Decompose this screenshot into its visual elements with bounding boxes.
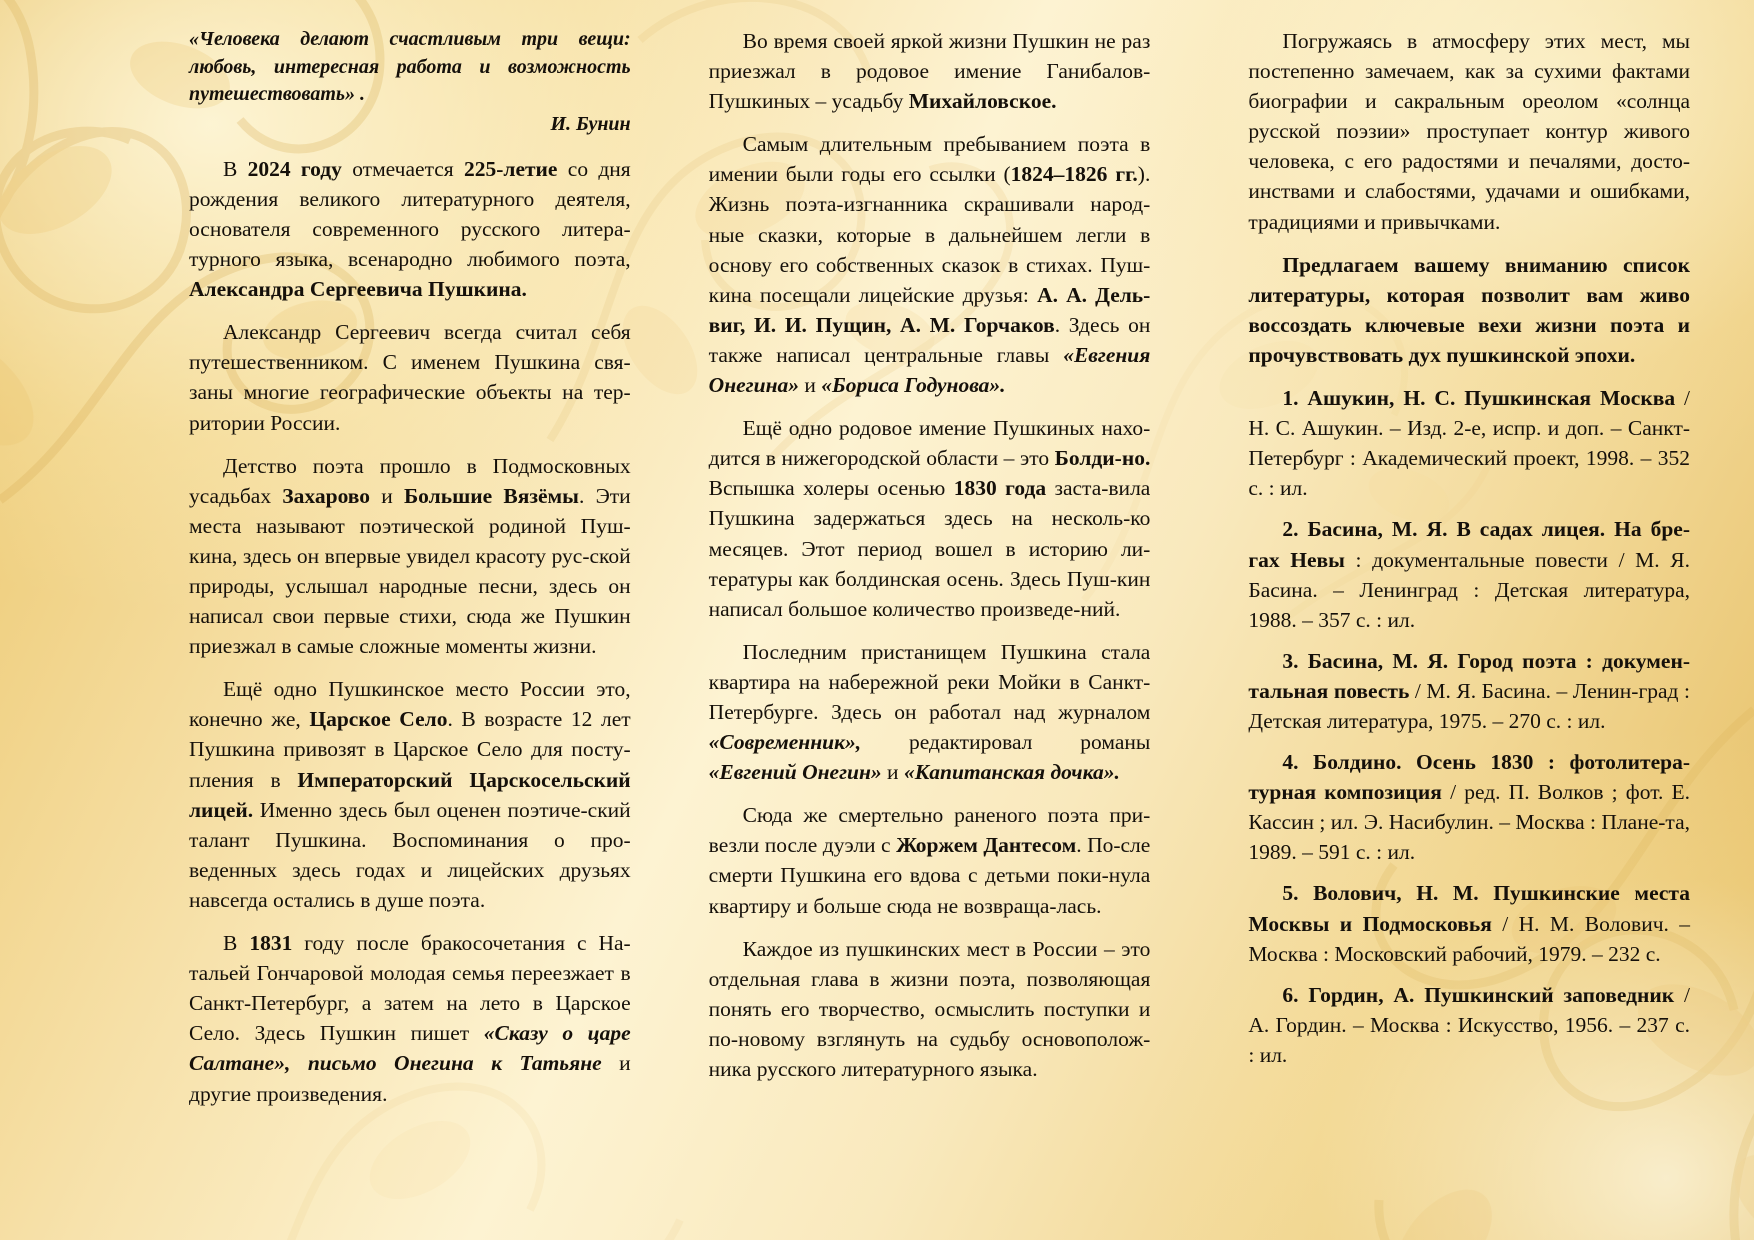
column-right — [1218, 26, 1710, 1222]
paragraph: В 1831 году после бракосочетания с На-тальей Гончаровой молодая семья переезжает в Санкт-Петербург, а затем на лето в Царское Село. Здесь Пушкин пишет «Сказу о царе Салтане», письмо Онегина к Татьяне и другие произведения. — [189, 931, 631, 1106]
paragraph: Погружаясь в атмосферу этих мест, мы постепенно замечаем, как за сухими фактами биографии и сакральным ореолом «солнца русской поэзии» проступает контур живого человека, с его радостями и печалями, досто-инствами и слабостями, удачами и ошибками, традициями и привычками. — [1248, 29, 1691, 234]
paragraph: Во время своей яркой жизни Пушкин не раз приезжал в родовое имение Ганибалов-Пушкиных – усадьбу Михайловское. — [708, 29, 1151, 114]
paragraph: Самым длительным пребыванием поэта в имении были годы его ссылки (1824–1826 гг.). Жизнь поэта-изгнанника скрашивали народ-ные сказки, которые в дальнейшем легли в основу его собственных сказок в стихах. Пуш-кина посещали лицейские друзья: А. А. Дель-виг, И. И. Пущин, А. М. Горчаков. Здесь он также написал центральные главы «Евгения Онегина» и «Бориса Годунова». — [708, 132, 1151, 398]
epigraph-text: «Человека делают счастливым три вещи: любовь, интересная работа и возможность путешествовать» . — [189, 28, 631, 106]
reference-item: 1. Ашукин, Н. С. Пушкинская Москва / Н. С. Ашукин. – Изд. 2-е, испр. и доп. – Санкт-Петербург : Академический проект, 1998. – 352 с. : ил. — [1248, 386, 1691, 501]
paragraph: Предлагаем вашему вниманию список литературы, которая позволит вам живо воссоздать ключевые вехи жизни поэта и прочувствовать дух пушкинской эпохи. — [1248, 252, 1691, 367]
reference-item: 5. Волович, Н. М. Пушкинские места Москвы и Подмосковья / Н. М. Волович. – Москва : Московский рабочий, 1979. – 232 с. — [1248, 881, 1691, 966]
paragraph: Сюда же смертельно раненого поэта при-везли после дуэли с Жоржем Дантесом. По-сле смерти Пушкина его вдова с детьми поки-нула квартиру и больше сюда не возвраща-лась. — [708, 803, 1151, 918]
reference-list — [1248, 383, 1690, 1070]
paragraph: Детство поэта прошло в Подмосковных усадьбах Захарово и Большие Вязёмы. Эти места называют поэтической родиной Пуш-кина, здесь он впервые увидел красоту рус-ской природы, услышал народные песни, здесь он написал свои первые стихи, сюда же Пушкин приезжал в самые сложные моменты жизни. — [189, 453, 631, 659]
reference-item: 3. Басина, М. Я. Город поэта : докумен-тальная повесть / М. Я. Басина. – Ленин-град : Детская литература, 1975. – 270 с. : ил. — [1248, 648, 1691, 733]
paragraph: В 2024 году отмечается 225-летие со дня рождения великого литературного деятеля, основателя современного русского литера-турного языка, всенародно любимого поэта, Александра Сергеевича Пушкина. — [189, 156, 631, 302]
paragraph: Ещё одно родовое имение Пушкиных нахо-дится в нижегородской области – это Болди-но. Вспышка холеры осенью 1830 года заста-вила Пушкина задержаться здесь на несколь-ко месяцев. Этот период вошел в историю ли-тературы как болдинская осень. Здесь Пуш-кин написал большое количество произведе-ний. — [708, 416, 1151, 621]
epigraph-author: И. Бунин — [550, 112, 631, 135]
reference-item: 2. Басина, М. Я. В садах лицея. На бре-гах Невы : документальные повести / М. Я. Басина. – Ленинград : Детская литература, 1988. – 357 с. : ил. — [1248, 517, 1691, 632]
column-right-call-to-action — [1248, 250, 1690, 370]
paragraph: Каждое из пушкинских мест в России – это отдельная глава в жизни поэта, позволяющая понять его творчество, осмыслить поступки и по-новому взглянуть на судьбу основополож-ника русского литературного языка. — [708, 936, 1151, 1081]
column-middle — [703, 26, 1157, 1222]
column-left — [44, 26, 641, 1222]
column-right-intro — [1248, 26, 1690, 237]
column-left-body — [189, 154, 631, 1109]
reference-item: 6. Гордин, А. Пушкинский заповедник / А. Гордин. – Москва : Искусство, 1956. – 237 с. : ил. — [1248, 982, 1691, 1067]
paragraph: Александр Сергеевич всегда считал себя путешественником. С именем Пушкина свя-заны многие географические объекты на тер-ритории России. — [189, 320, 631, 435]
paragraph: Последним пристанищем Пушкина стала квартира на набережной реки Мойки в Санкт-Петербурге. Здесь он работал над журналом «Современник», редактировал романы «Евгений Онегин» и «Капитанская дочка». — [708, 639, 1151, 785]
reference-item: 4. Болдино. Осень 1830 : фотолитера-турная композиция / ред. П. Волков ; фот. Е. Кассин ; ил. Э. Насибулин. – Москва : Плане-та, 1989. – 591 с. : ил. — [1248, 750, 1691, 865]
paragraph: Ещё одно Пушкинское место России это, конечно же, Царское Село. В возрасте 12 лет Пушкина привозят в Царское Село для посту-пления в Императорский Царскосельский лицей. Именно здесь был оценен поэтиче-ский талант Пушкина. Воспоминания о про-веденных здесь годах и лицейских друзьях навсегда остались в душе поэта. — [189, 677, 631, 912]
column-middle-body — [709, 26, 1151, 1084]
